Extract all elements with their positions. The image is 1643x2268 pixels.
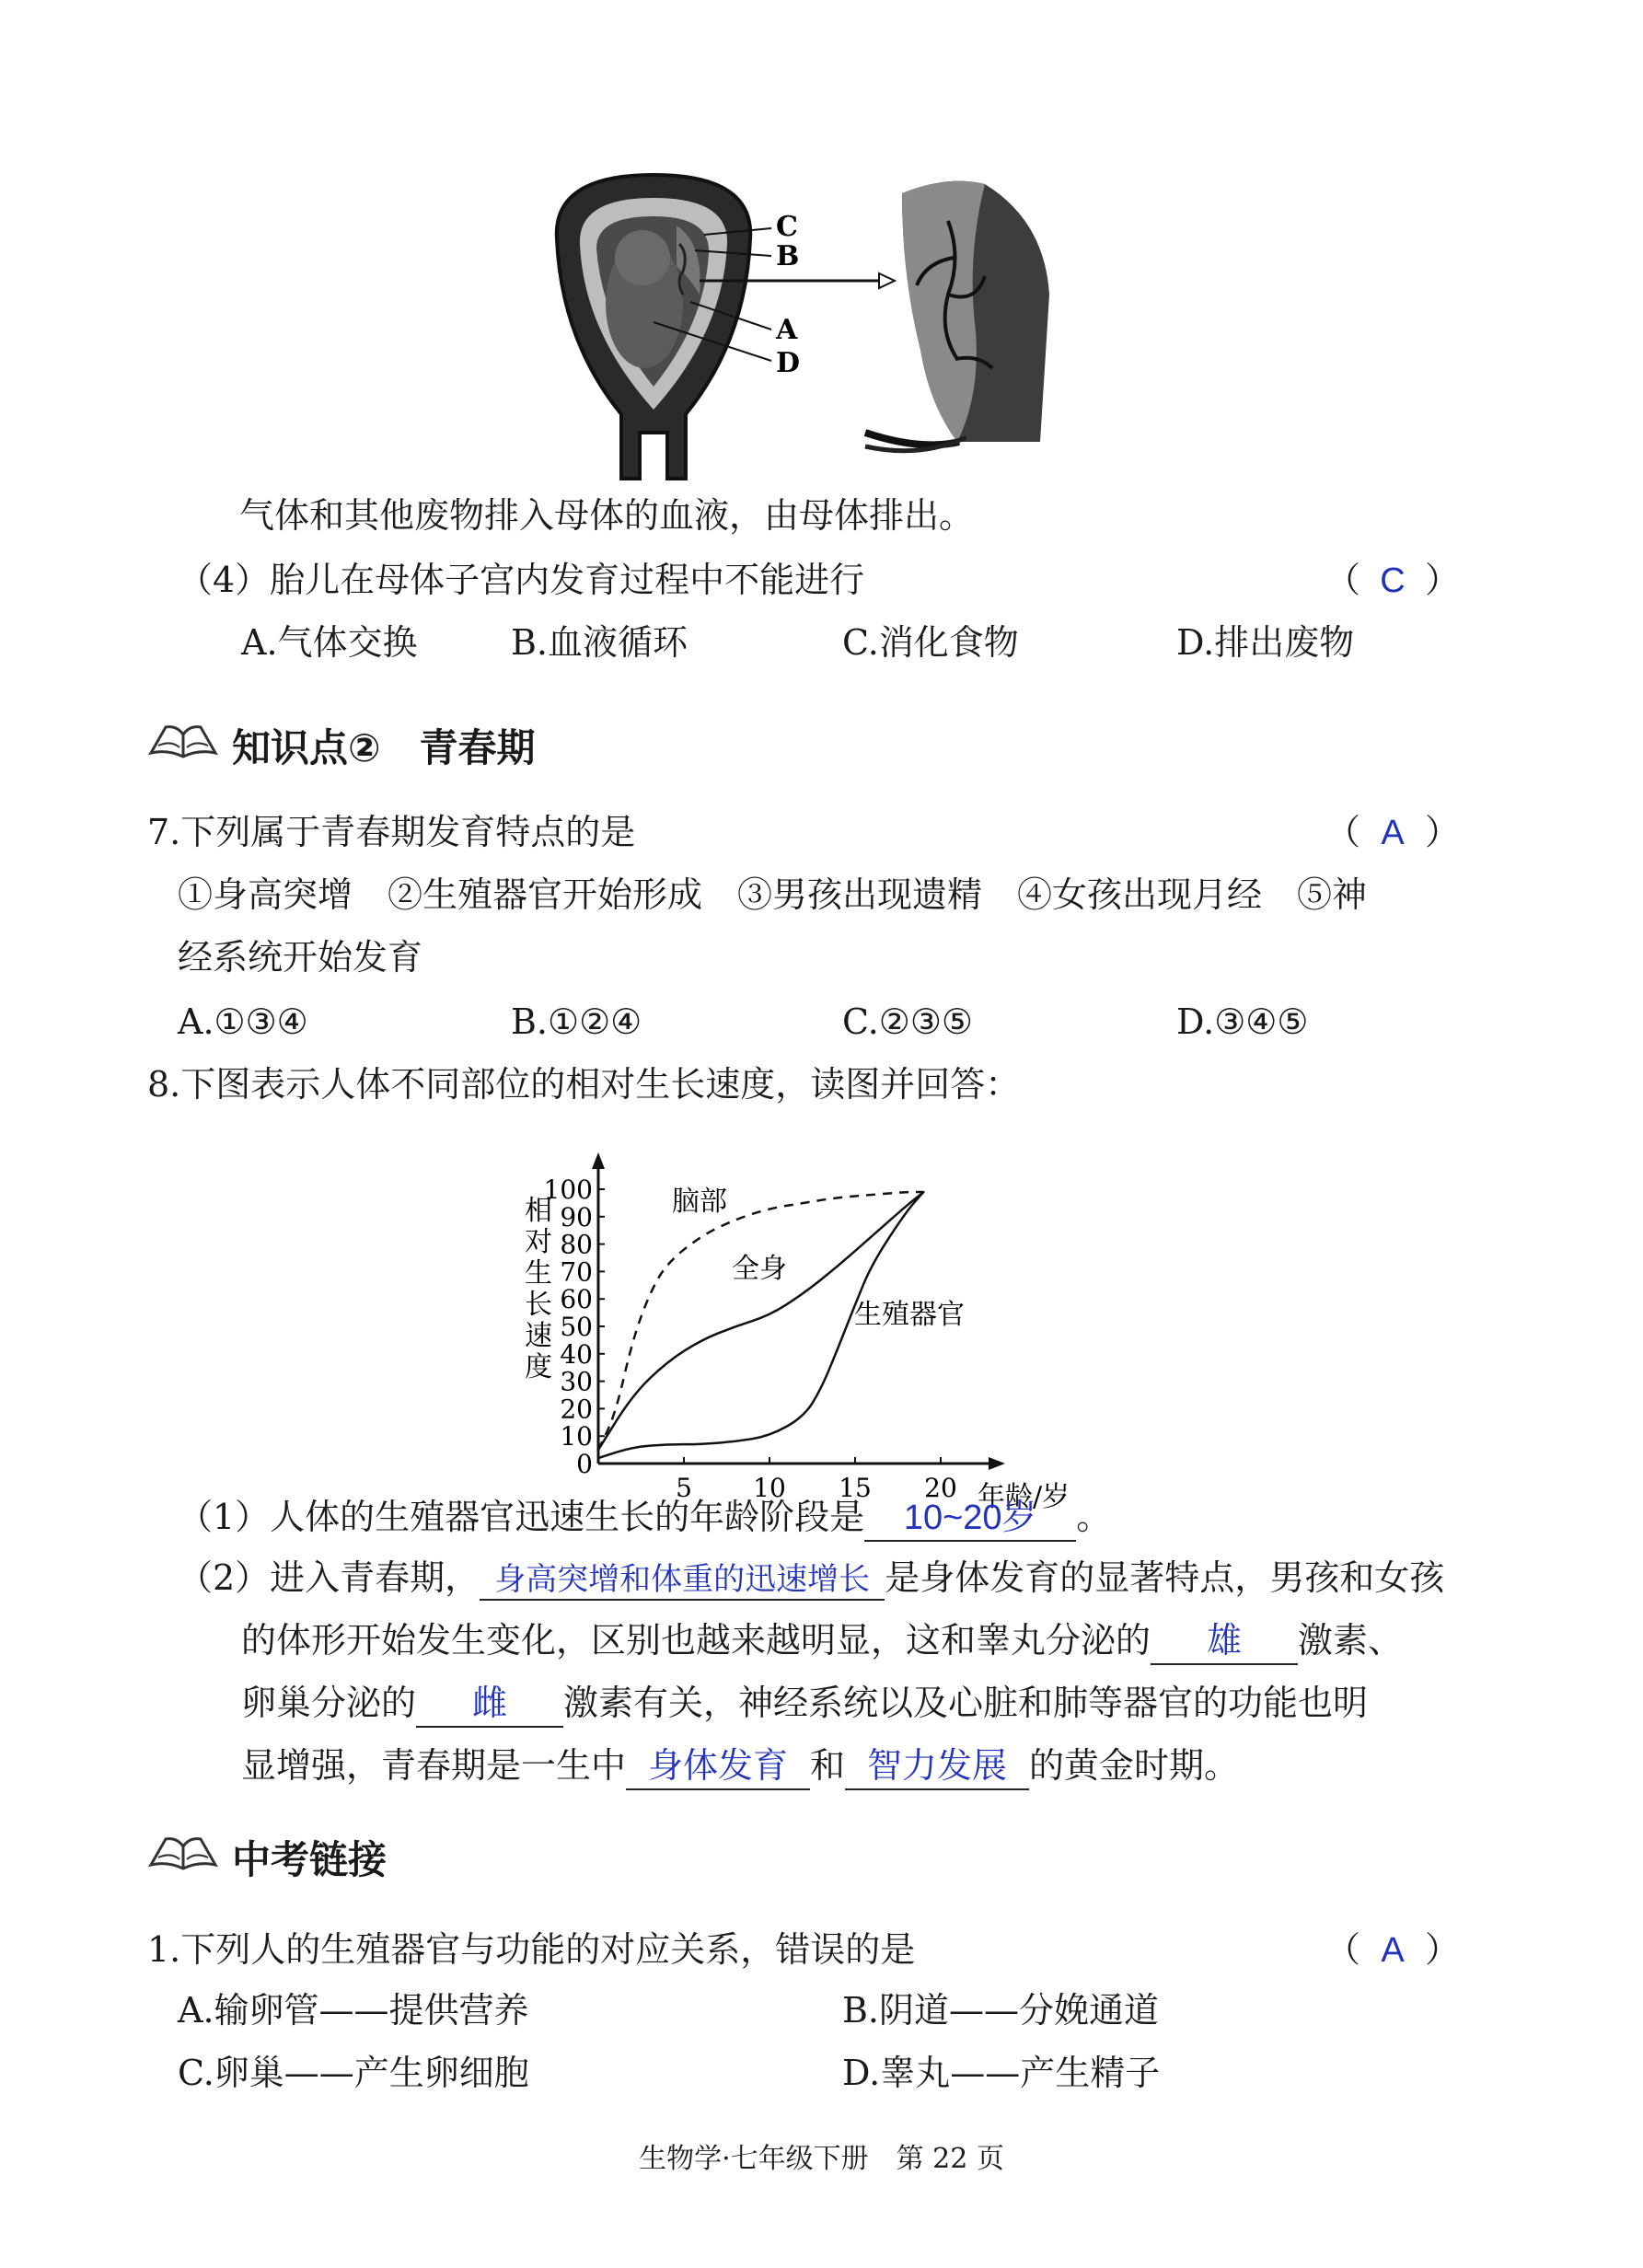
zk1-option-b: B.阴道——分娩通道	[842, 1990, 1160, 2031]
label-a: A	[776, 314, 798, 346]
y-tick-label: 40	[560, 1338, 593, 1370]
page-footer: 生物学·七年级下册 第 22 页	[639, 2143, 1004, 2175]
q8-sub1	[178, 1497, 1111, 1542]
growth-chart	[497, 1114, 1095, 1510]
q8-stem: 8.下图表示人体不同部位的相对生长速度，读图并回答：	[147, 1064, 1021, 1105]
q6-option-b: B.血液循环	[511, 622, 688, 663]
q8-sub2-line4-mid: 和	[810, 1745, 846, 1786]
q8-sub1-post: 。	[1076, 1497, 1112, 1537]
zk1-answer: A	[1381, 1931, 1405, 1970]
x-tick-label: 5	[676, 1473, 692, 1503]
q8-sub2-line1	[178, 1557, 1444, 1601]
y-tick-label: 30	[560, 1366, 593, 1397]
q8-sub2-answer2: 雄	[1151, 1621, 1298, 1665]
x-axis-label: 年龄/岁	[978, 1481, 1070, 1510]
q7-option-c: C.②③⑤	[842, 1001, 973, 1042]
book-icon	[147, 1834, 219, 1874]
series-label-2: 生殖器官	[854, 1299, 965, 1331]
q7-option-a: A.①③④	[178, 1001, 308, 1042]
y-tick-label: 50	[560, 1312, 593, 1342]
x-tick-label: 10	[753, 1473, 786, 1503]
y-axis-label: 相对生长速度	[525, 1195, 552, 1383]
y-tick-label: 60	[560, 1284, 593, 1315]
zk1-stem: 1.下列人的生殖器官与功能的对应关系，错误的是	[147, 1929, 916, 1970]
y-axis-arrow	[592, 1152, 605, 1169]
q6-option-c: C.消化食物	[842, 622, 1019, 663]
q8-sub2-line4-pre: 显增强，青春期是一生中	[241, 1745, 627, 1786]
q7-option-d: D.③④⑤	[1176, 1001, 1309, 1042]
q8-sub2-line2	[241, 1620, 1403, 1665]
label-c: C	[776, 211, 798, 243]
q8-sub2-answer1: 身高突增和体重的迅速增长	[480, 1561, 885, 1601]
x-axis-arrow	[989, 1457, 1005, 1470]
q8-sub2-answer4: 身体发育	[626, 1746, 810, 1790]
q6-line-end: 气体和其他废物排入母体的血液，由母体排出。	[239, 495, 975, 536]
y-tick-label: 90	[560, 1201, 593, 1232]
q7-answer: A	[1381, 814, 1405, 852]
series-label-0: 脑部	[672, 1186, 727, 1218]
zk1-answer-parens: （ A ）	[1325, 1929, 1460, 1973]
q8-sub2-answer3: 雌	[416, 1684, 563, 1728]
q8-sub2-line2-post: 激素、	[1298, 1620, 1404, 1660]
q6-option-d: D.排出废物	[1176, 622, 1355, 663]
q6-sub4-answer: C	[1380, 561, 1406, 600]
label-d: D	[776, 347, 801, 379]
q6-sub4-answer-parens: （ C ）	[1325, 560, 1460, 603]
q6-option-a: A.气体交换	[241, 622, 418, 663]
q8-sub2-line3-pre: 卵巢分泌的	[241, 1683, 417, 1723]
y-tick-label: 0	[576, 1449, 593, 1479]
uterus-placenta-figure	[515, 166, 1068, 497]
q7-answer-parens: （ A ）	[1325, 812, 1460, 855]
q7-statements-line1: ①身高突增 ②生殖器官开始形成 ③男孩出现遗精 ④女孩出现月经 ⑤神	[178, 874, 1368, 915]
book-icon	[147, 722, 219, 762]
x-tick-label: 15	[839, 1473, 872, 1503]
y-tick-label: 20	[560, 1394, 593, 1425]
q8-sub2-line3	[241, 1683, 1368, 1728]
q8-sub2-line3-post: 激素有关，神经系统以及心脏和肺等器官的功能也明	[563, 1683, 1369, 1723]
q7-statements-line2: 经系统开始发育	[178, 937, 423, 978]
q7-stem: 7.下列属于青春期发育特点的是	[147, 812, 636, 852]
q8-sub1-answer: 10~20岁	[864, 1498, 1076, 1542]
q6-sub4-stem: （4）胎儿在母体子宫内发育过程中不能进行	[178, 560, 865, 600]
x-tick-label: 20	[924, 1473, 957, 1503]
q8-sub2-answer5: 智力发展	[845, 1746, 1029, 1790]
series-label-1: 全身	[732, 1253, 787, 1285]
section-exam-link-title: 中考链接	[232, 1837, 388, 1882]
q8-sub1-pre: （1）人体的生殖器官迅速生长的年龄阶段是	[178, 1497, 865, 1537]
q8-sub2-line4	[241, 1745, 1239, 1790]
zk1-option-c: C.卵巢——产生卵细胞	[178, 2053, 529, 2093]
q8-sub2-line2-pre: 的体形开始发生变化，区别也越来越明显，这和睾丸分泌的	[241, 1620, 1151, 1660]
q8-sub2-mid1: 是身体发育的显著特点，男孩和女孩	[885, 1557, 1445, 1598]
zk1-option-d: D.睾丸——产生精子	[842, 2053, 1161, 2093]
y-tick-label: 100	[543, 1174, 593, 1205]
label-b: B	[776, 240, 800, 272]
q8-sub2-line4-post: 的黄金时期。	[1029, 1745, 1240, 1786]
q7-option-b: B.①②④	[511, 1001, 642, 1042]
section-puberty-title: 知识点② 青春期	[232, 725, 536, 770]
y-tick-label: 80	[560, 1229, 593, 1260]
zk1-option-a: A.输卵管——提供营养	[178, 1990, 529, 2031]
y-tick-label: 10	[560, 1421, 593, 1452]
y-tick-label: 70	[560, 1256, 593, 1288]
q8-sub2-pre: （2）进入青春期，	[178, 1557, 480, 1598]
